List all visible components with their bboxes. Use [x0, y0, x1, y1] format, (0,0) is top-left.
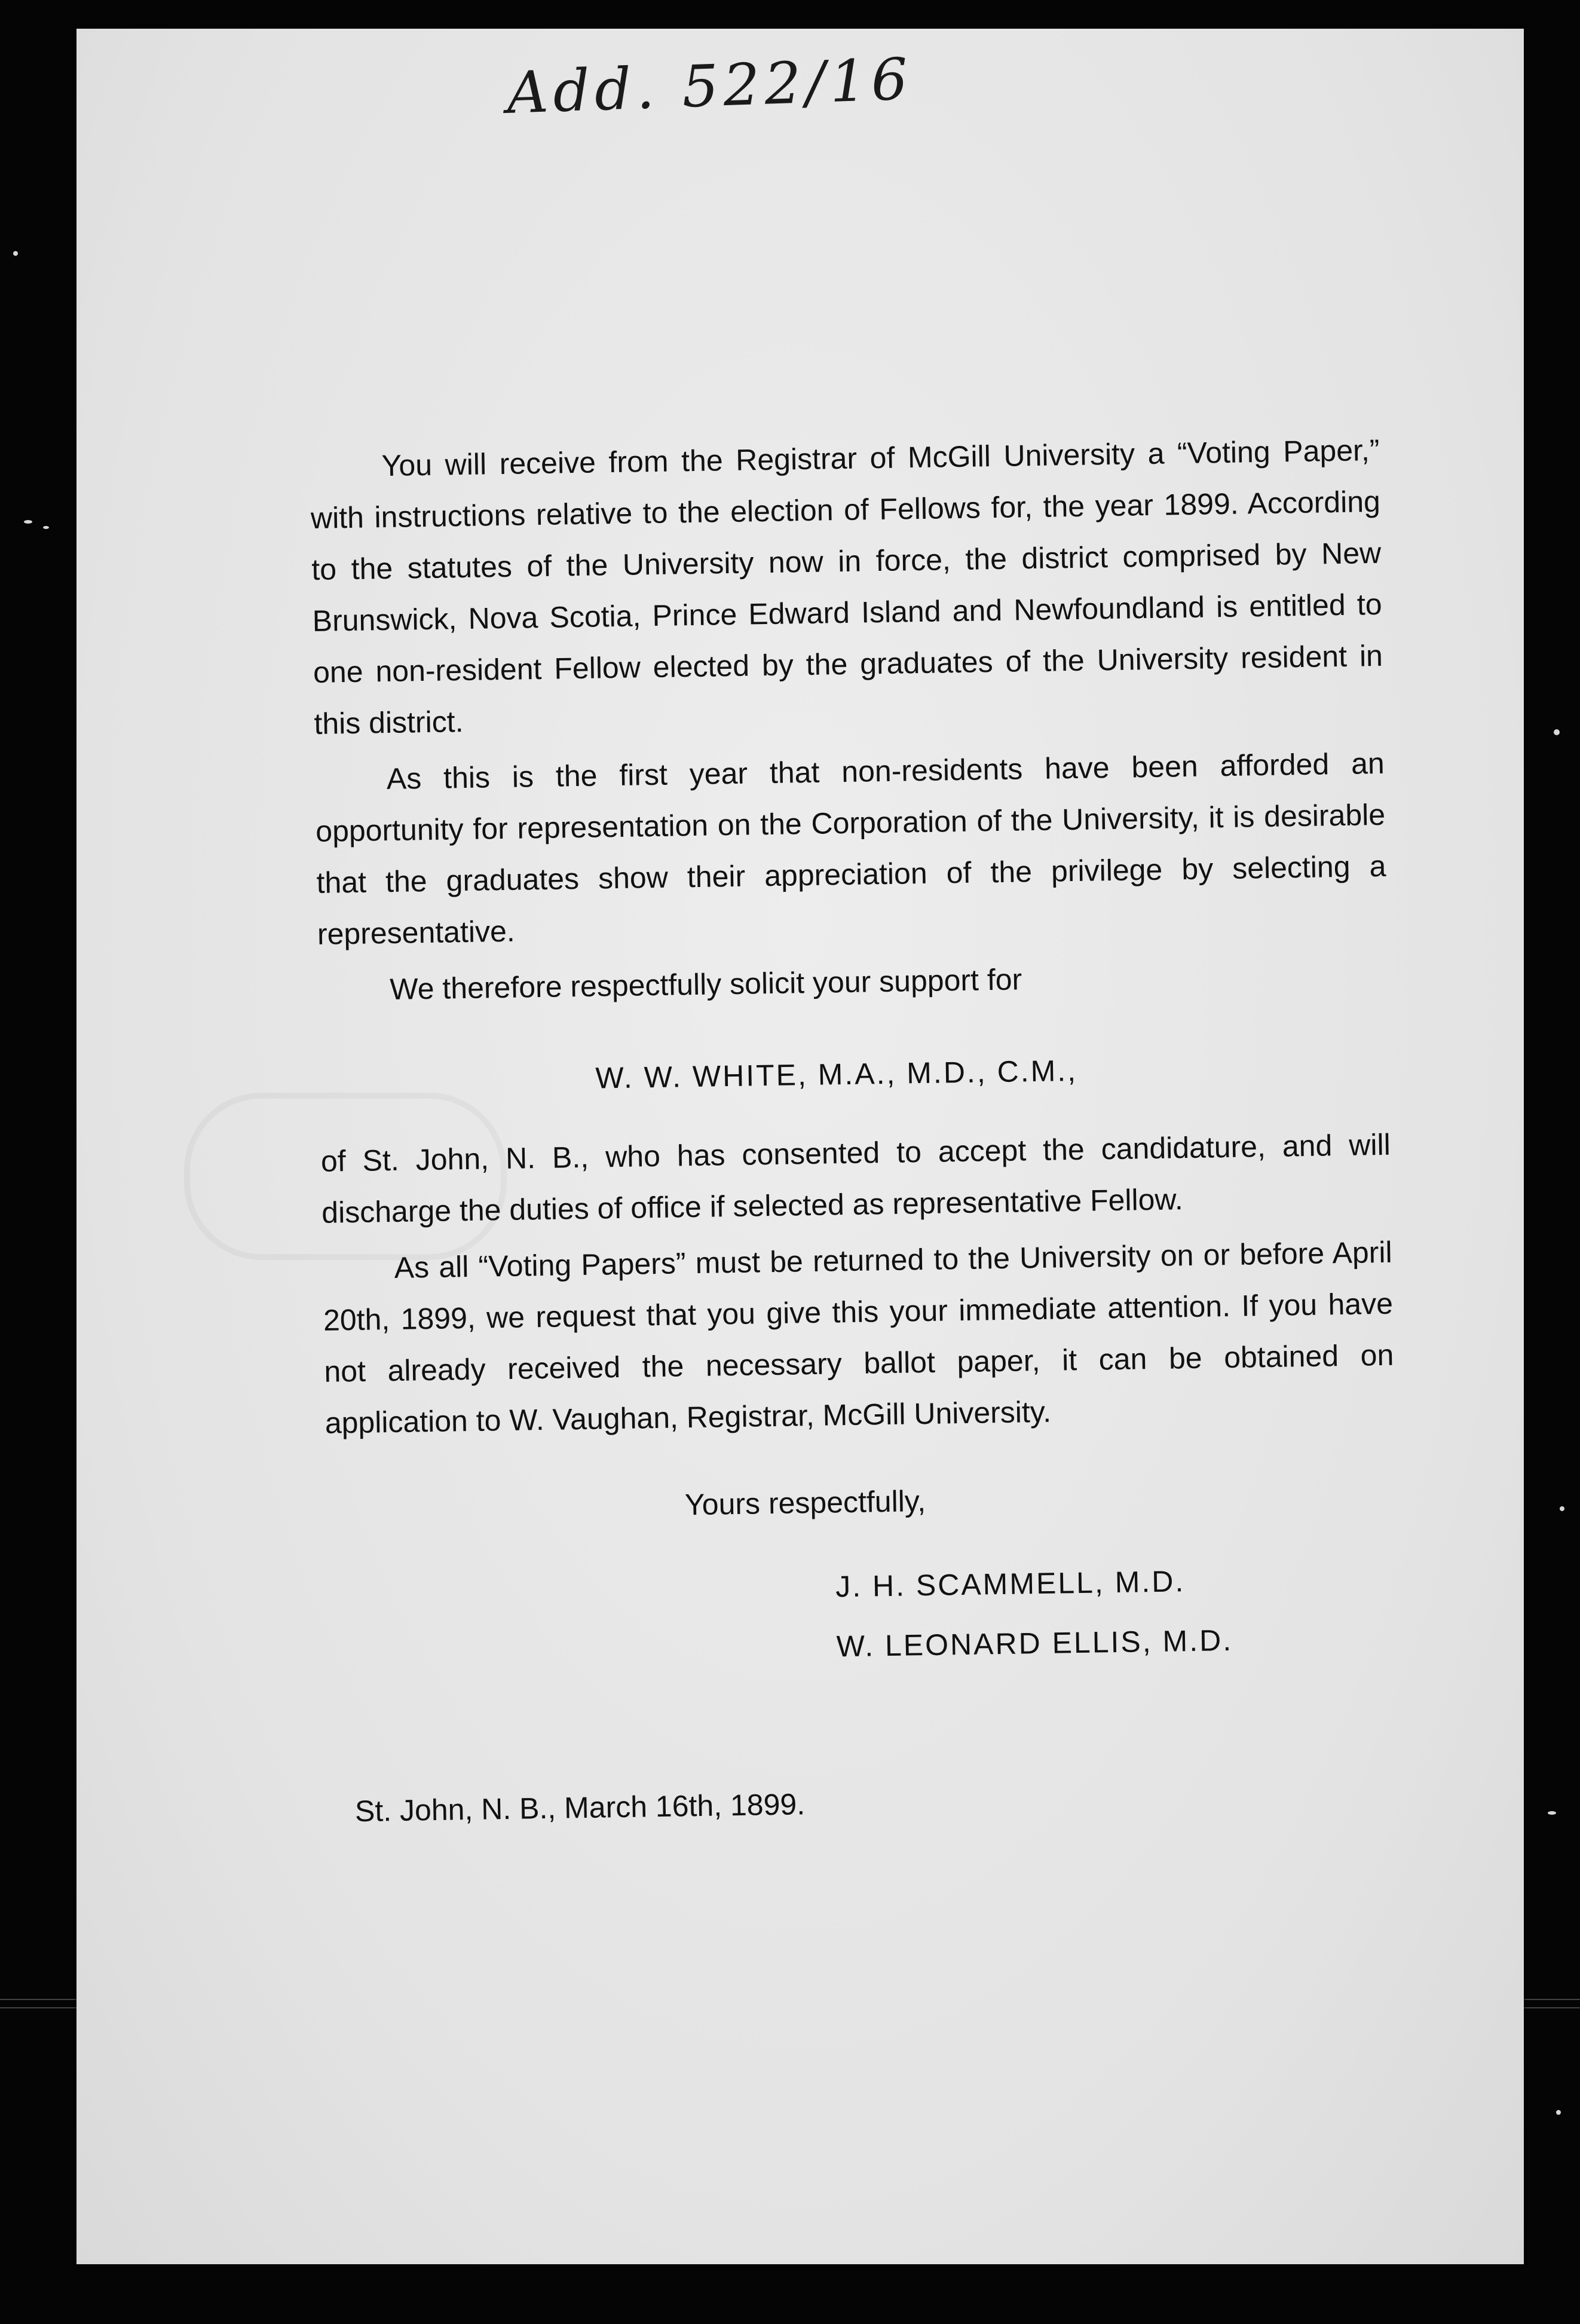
paragraph-candidate-details: of St. John, N. B., who has consented to accept the candidature, and will discharge the duties of office if selected as representative Fellow. [320, 1127, 1391, 1230]
letter-sheet [76, 29, 1524, 2264]
letter-body [310, 424, 1401, 1837]
signatory-ellis: W. LEONARD ELLIS, M.D. [836, 1623, 1233, 1664]
paragraph-voting-paper: You will receive from the Registrar of McGill University a “Voting Paper,” with instructions relative to the election of Fellows for, the year 1899. According to the statutes of the University now in force, the district comprised by New Brunswick, Nova Scotia, Prince Edward Island and Newfoundland is entitled to one non-resident Fellow elected by the graduates of the University resident in this district. [310, 433, 1383, 741]
dateline: St. John, N. B., March 16th, 1899. [354, 1787, 806, 1828]
handwritten-catalog-mark: Add. 522/16 [506, 45, 914, 127]
candidate-name: W. W. WHITE, M.A., M.D., C.M., [595, 1053, 1078, 1095]
signatory-scammell: J. H. SCAMMELL, M.D. [835, 1564, 1186, 1604]
paragraph-first-year: As this is the first year that non-residents have been afforded an opportunity for representation on the Corporation of the University, it is desirable that the graduates show their appreciation of the privilege by selecting a representative. [315, 746, 1386, 951]
closing-salutation: Yours respectfully, [684, 1484, 926, 1522]
paragraph-voting-deadline: As all “Voting Papers” must be returned to the University on or before April 20th, 1899, we request that you give this your immediate attention. If you have not already received the necessary ballot paper, it can be obtained on application to W. Vaughan, Registrar, McGill University. [323, 1235, 1394, 1440]
paragraph-solicit-support: We therefore respectfully solicit your support for [389, 962, 1022, 1006]
signatories [835, 1548, 1398, 1677]
